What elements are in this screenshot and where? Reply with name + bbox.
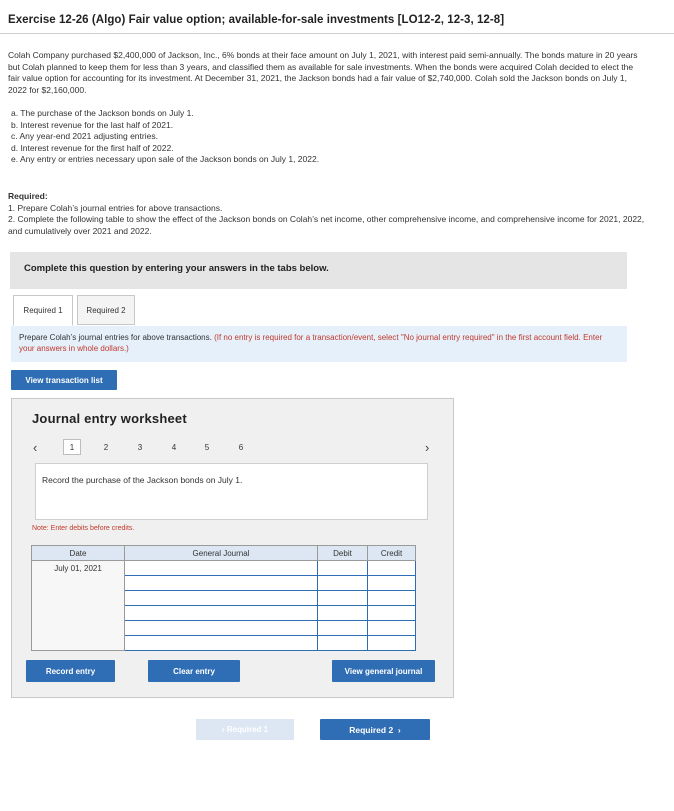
instruction-banner [10,252,627,289]
required-heading: Required: [8,191,48,201]
worksheet-title: Journal entry worksheet [32,411,187,426]
column-header-date: Date [32,546,125,561]
journal-row [32,621,416,636]
exercise-title: Exercise 12-26 (Algo) Fair value option; available-for-sale investments [LO12-2, 12-3, 12-8] [8,14,505,26]
prev-required-button[interactable] [196,719,294,740]
transaction-item: d. Interest revenue for the first half of 2022. [11,142,174,153]
chevron-left-icon: ‹ [221,725,227,734]
transaction-list [8,108,319,166]
date-cell [32,591,125,606]
transaction-item: a. The purchase of the Jackson bonds on July 1. [11,108,194,118]
debit-input[interactable] [318,606,368,621]
required-item-2: 2. Complete the following table to show the effect of the Jackson bonds on Colah’s net income, other comprehensive income, and comprehensive income for 2021, 2022, and cumulatively over 2021 and 2022. [8,214,645,236]
journal-row [32,561,416,576]
prompt-box [11,326,627,362]
page-5[interactable]: 5 [204,442,210,452]
tab-required-1[interactable]: Required 1 [13,295,73,326]
date-cell [32,606,125,621]
required-section [8,191,648,237]
date-cell [32,636,125,651]
debit-input[interactable] [318,636,368,651]
next-required-label: Required 2 [349,724,394,735]
account-input[interactable] [125,621,318,636]
credit-input[interactable] [368,621,416,636]
prompt-text: Prepare Colah’s journal entries for above transactions. [19,333,212,342]
credit-input[interactable] [368,576,416,591]
page-6[interactable]: 6 [238,442,244,452]
page-1[interactable]: 1 [63,439,81,455]
column-header-credit: Credit [368,546,416,561]
account-input[interactable] [125,606,318,621]
prompt-note: (If no entry is required for a transaction/event, select "No journal entry required" in the first account field. Enter your answers in whole dollars.) [19,333,603,353]
debit-input[interactable] [318,621,368,636]
account-input[interactable] [125,591,318,606]
debit-credit-note: Note: Enter debits before credits. [32,525,135,532]
journal-row [32,576,416,591]
view-transaction-list-button[interactable]: View transaction list [11,370,117,390]
journal-row [32,591,416,606]
page-2[interactable]: 2 [103,442,109,452]
title-divider [0,33,674,34]
account-input[interactable] [125,561,318,576]
journal-row [32,636,416,651]
problem-paragraph: Colah Company purchased $2,400,000 of Jackson, Inc., 6% bonds at their face amount on July 1, 2021, with interest paid semi-annually. The bonds mature in 20 years but Colah planned to keep them for less than 3 years, and classified them as available for sale investments. When the bonds were acquired Colah decided to elect the fair value option for accounting for its investment. At December 31, 2021, the Jackson bonds had a fair value of $2,740,000. Colah sold the Jackson bonds on July 1, 2022 for $2,160,000. [8,50,638,95]
column-header-general-journal: General Journal [125,546,318,561]
transaction-item: e. Any entry or entries necessary upon sale of the Jackson bonds on July 1, 2022. [11,154,320,165]
credit-input[interactable] [368,561,416,576]
debit-input[interactable] [318,561,368,576]
next-required-button[interactable] [320,719,430,740]
required-item-1: 1. Prepare Colah’s journal entries for above transactions. [8,202,223,213]
instruction-text: Complete this question by entering your answers in the tabs below. [24,263,329,274]
date-cell: July 01, 2021 [32,561,125,576]
journal-entry-worksheet [11,398,454,698]
chevron-left-icon[interactable]: ‹ [33,440,38,455]
transaction-item: b. Interest revenue for the last half of 2021. [11,119,174,130]
account-input[interactable] [125,636,318,651]
credit-input[interactable] [368,591,416,606]
clear-entry-button[interactable]: Clear entry [148,660,240,682]
transaction-item: c. Any year-end 2021 adjusting entries. [11,131,158,142]
debit-input[interactable] [318,576,368,591]
view-general-journal-button[interactable]: View general journal [332,660,435,682]
credit-input[interactable] [368,606,416,621]
date-cell [32,621,125,636]
page-3[interactable]: 3 [137,442,143,452]
account-input[interactable] [125,576,318,591]
date-cell [32,576,125,591]
debit-input[interactable] [318,591,368,606]
transaction-description [35,463,428,520]
prev-required-label: Required 1 [226,725,269,734]
journal-table [31,545,416,651]
credit-input[interactable] [368,636,416,651]
description-text: Record the purchase of the Jackson bonds on July 1. [42,475,243,485]
column-header-debit: Debit [318,546,368,561]
chevron-right-icon: › [393,724,401,735]
page-4[interactable]: 4 [171,442,177,452]
chevron-right-icon[interactable]: › [425,440,430,455]
record-entry-button[interactable]: Record entry [26,660,115,682]
journal-row [32,606,416,621]
tab-required-2[interactable]: Required 2 [77,295,135,325]
